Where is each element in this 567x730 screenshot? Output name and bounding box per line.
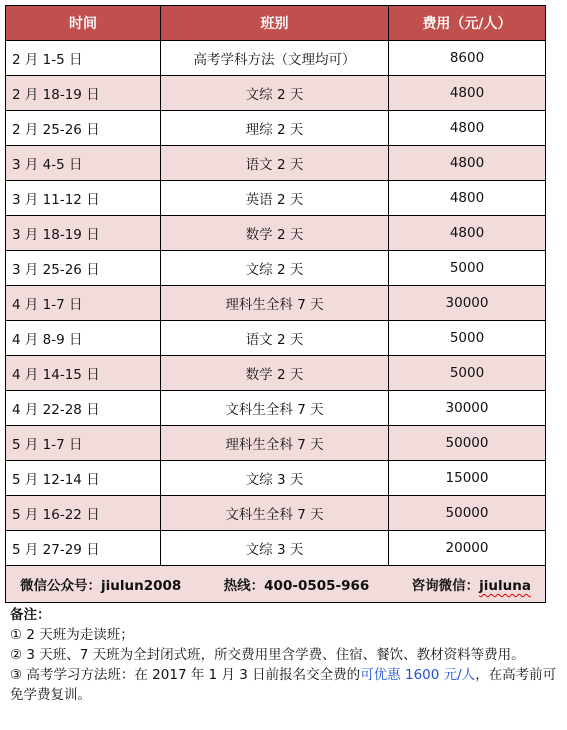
cell-time: 3 月 18-19 日 bbox=[6, 216, 161, 251]
table-row bbox=[6, 146, 546, 181]
cell-fee: 50000 bbox=[389, 426, 546, 461]
cell-fee: 20000 bbox=[389, 531, 546, 566]
cell-class: 高考学科方法（文理均可） bbox=[161, 41, 389, 76]
cell-fee: 4800 bbox=[389, 111, 546, 146]
cell-class: 语文 2 天 bbox=[161, 321, 389, 356]
cell-class: 数学 2 天 bbox=[161, 216, 389, 251]
table-row bbox=[6, 286, 546, 321]
note-item-3-prefix: ③ 高考学习方法班：在 2017 年 1 月 3 日前报名交全费的 bbox=[10, 667, 361, 683]
table-row bbox=[6, 321, 546, 356]
header-time: 时间 bbox=[6, 6, 161, 41]
table-row bbox=[6, 76, 546, 111]
wechat-account: 微信公众号：jiulun2008 bbox=[20, 578, 182, 594]
table-row bbox=[6, 356, 546, 391]
cell-time: 4 月 8-9 日 bbox=[6, 321, 161, 356]
table-row bbox=[6, 216, 546, 251]
cell-fee: 5000 bbox=[389, 321, 546, 356]
cell-class: 理科生全科 7 天 bbox=[161, 426, 389, 461]
cell-class: 文科生全科 7 天 bbox=[161, 391, 389, 426]
table-row bbox=[6, 181, 546, 216]
cell-fee: 4800 bbox=[389, 146, 546, 181]
cell-class: 文综 2 天 bbox=[161, 76, 389, 111]
table-header-row bbox=[6, 6, 546, 41]
consult-id: jiuluna bbox=[479, 578, 531, 594]
note-item-1: ① 2 天班为走读班； bbox=[10, 627, 134, 643]
cell-time: 3 月 25-26 日 bbox=[6, 251, 161, 286]
cell-time: 5 月 16-22 日 bbox=[6, 496, 161, 531]
table-row bbox=[6, 426, 546, 461]
cell-time: 3 月 4-5 日 bbox=[6, 146, 161, 181]
discount-highlight: 可优惠 1600 元/人 bbox=[360, 667, 476, 683]
table-row bbox=[6, 496, 546, 531]
cell-time: 3 月 11-12 日 bbox=[6, 181, 161, 216]
cell-class: 文科生全科 7 天 bbox=[161, 496, 389, 531]
cell-fee: 30000 bbox=[389, 391, 546, 426]
cell-time: 4 月 1-7 日 bbox=[6, 286, 161, 321]
cell-class: 理科生全科 7 天 bbox=[161, 286, 389, 321]
cell-fee: 4800 bbox=[389, 216, 546, 251]
notes-section bbox=[10, 605, 565, 705]
cell-fee: 4800 bbox=[389, 76, 546, 111]
schedule-table bbox=[5, 5, 546, 603]
note-item-2: ② 3 天班、7 天班为全封闭式班，所交费用里含学费、住宿、餐饮、教材资料等费用。 bbox=[10, 647, 525, 663]
cell-class: 文综 2 天 bbox=[161, 251, 389, 286]
cell-fee: 8600 bbox=[389, 41, 546, 76]
cell-time: 2 月 18-19 日 bbox=[6, 76, 161, 111]
cell-time: 4 月 14-15 日 bbox=[6, 356, 161, 391]
cell-time: 5 月 1-7 日 bbox=[6, 426, 161, 461]
cell-time: 5 月 27-29 日 bbox=[6, 531, 161, 566]
hotline: 热线：400-0505-966 bbox=[223, 578, 370, 594]
cell-class: 文综 3 天 bbox=[161, 531, 389, 566]
cell-fee: 5000 bbox=[389, 251, 546, 286]
header-fee: 费用（元/人） bbox=[389, 6, 546, 41]
table-row bbox=[6, 461, 546, 496]
cell-class: 理综 2 天 bbox=[161, 111, 389, 146]
table-row bbox=[6, 531, 546, 566]
table-row bbox=[6, 391, 546, 426]
table-row bbox=[6, 251, 546, 286]
cell-fee: 5000 bbox=[389, 356, 546, 391]
contact-row bbox=[6, 566, 546, 603]
cell-fee: 50000 bbox=[389, 496, 546, 531]
notes-title: 备注： bbox=[10, 607, 51, 623]
note-item-3-suffix: ，在高考前可免学费复训。 bbox=[10, 667, 557, 703]
cell-time: 2 月 25-26 日 bbox=[6, 111, 161, 146]
header-class: 班别 bbox=[161, 6, 389, 41]
cell-class: 语文 2 天 bbox=[161, 146, 389, 181]
cell-class: 文综 3 天 bbox=[161, 461, 389, 496]
cell-time: 4 月 22-28 日 bbox=[6, 391, 161, 426]
cell-fee: 15000 bbox=[389, 461, 546, 496]
consult-prefix: 咨询微信： bbox=[411, 578, 480, 594]
table-row bbox=[6, 41, 546, 76]
cell-time: 5 月 12-14 日 bbox=[6, 461, 161, 496]
cell-class: 英语 2 天 bbox=[161, 181, 389, 216]
consult-wechat bbox=[412, 574, 531, 594]
cell-class: 数学 2 天 bbox=[161, 356, 389, 391]
note-item-3 bbox=[10, 665, 565, 705]
cell-fee: 30000 bbox=[389, 286, 546, 321]
cell-fee: 4800 bbox=[389, 181, 546, 216]
cell-time: 2 月 1-5 日 bbox=[6, 41, 161, 76]
table-row bbox=[6, 111, 546, 146]
